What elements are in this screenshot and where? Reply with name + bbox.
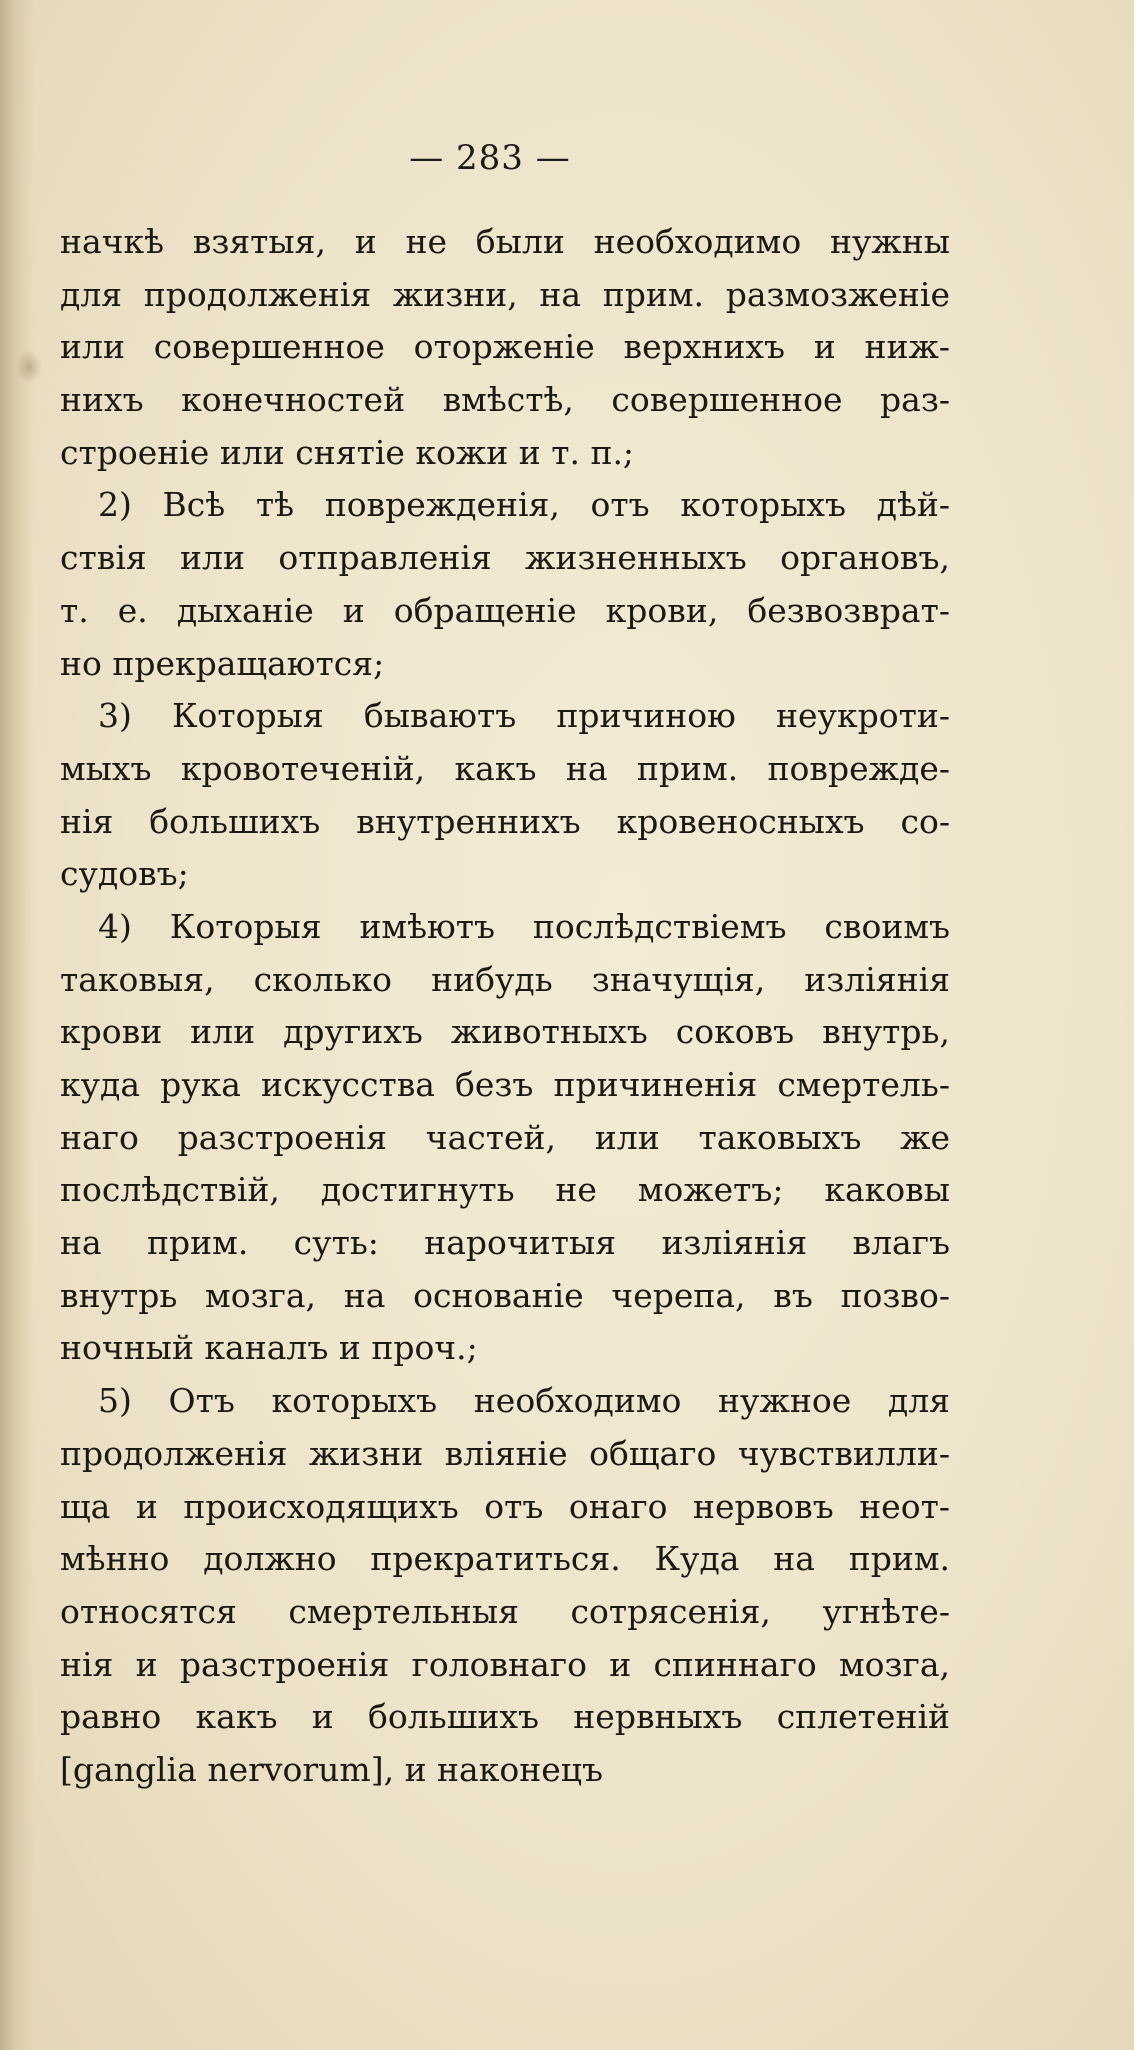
- text-line: т. е. дыханіе и обращеніе крови, безвозврат-: [60, 590, 950, 630]
- body-text: [60, 216, 950, 1797]
- text-line: таковыя, сколько нибудь значущія, изліянія: [60, 959, 950, 999]
- text-line: ща и происходящихъ отъ онаго нервовъ неот-: [60, 1486, 950, 1526]
- text-line: для продолженія жизни, на прим. размозженіе: [60, 274, 950, 314]
- text-line: судовъ;: [60, 854, 189, 894]
- text-line: 4) Которыя имѣютъ послѣдствіемъ своимъ: [98, 906, 950, 946]
- text-line: ночный каналъ и проч.;: [60, 1328, 478, 1368]
- paper-stain: [16, 350, 42, 384]
- text-line: 3) Которыя бываютъ причиною неукроти-: [98, 696, 950, 736]
- text-line: относятся смертельныя сотрясенія, угнѣте-: [60, 1591, 950, 1631]
- text-line: начкѣ взятыя, и не были необходимо нужны: [60, 222, 950, 261]
- text-line: послѣдствій, достигнуть не можетъ; каковы: [60, 1170, 950, 1210]
- text-line: 5) Отъ которыхъ необходимо нужное для: [98, 1381, 950, 1421]
- text-line: нихъ конечностей вмѣстѣ, совершенное раз-: [60, 380, 950, 420]
- text-line: мѣнно должно прекратиться. Куда на прим.: [60, 1539, 950, 1579]
- text-line: мыхъ кровотеченій, какъ на прим. поврежде-: [60, 748, 950, 788]
- text-line: наго разстроенія частей, или таковыхъ же: [60, 1117, 950, 1157]
- text-line: нія и разстроенія головнаго и спиннаго мозга,: [60, 1644, 950, 1684]
- text-line: куда рука искусства безъ причиненія смертель-: [60, 1065, 950, 1104]
- binding-shadow: [0, 0, 34, 2050]
- text-line: продолженія жизни вліяніе общаго чувствилли-: [60, 1433, 950, 1473]
- text-line: [ganglia nervorum], и наконецъ: [60, 1749, 603, 1789]
- text-line: но прекращаются;: [60, 643, 385, 683]
- text-line: нія большихъ внутреннихъ кровеносныхъ со-: [60, 801, 950, 841]
- text-line: крови или другихъ животныхъ соковъ внутрь,: [60, 1012, 950, 1052]
- text-line: равно какъ и большихъ нервныхъ сплетеній: [60, 1697, 950, 1737]
- text-line: на прим. суть: нарочитыя изліянія влагъ: [60, 1223, 950, 1263]
- text-line: строеніе или снятіе кожи и т. п.;: [60, 432, 635, 472]
- text-line: или совершенное оторженіе верхнихъ и ниж-: [60, 327, 950, 367]
- text-line: внутрь мозга, на основаніе черепа, въ позво-: [60, 1275, 950, 1315]
- page-number: — 283 —: [409, 138, 571, 178]
- text-line: 2) Всѣ тѣ поврежденія, отъ которыхъ дѣй-: [98, 485, 950, 525]
- text-line: ствія или отправленія жизненныхъ органовъ,: [60, 538, 950, 578]
